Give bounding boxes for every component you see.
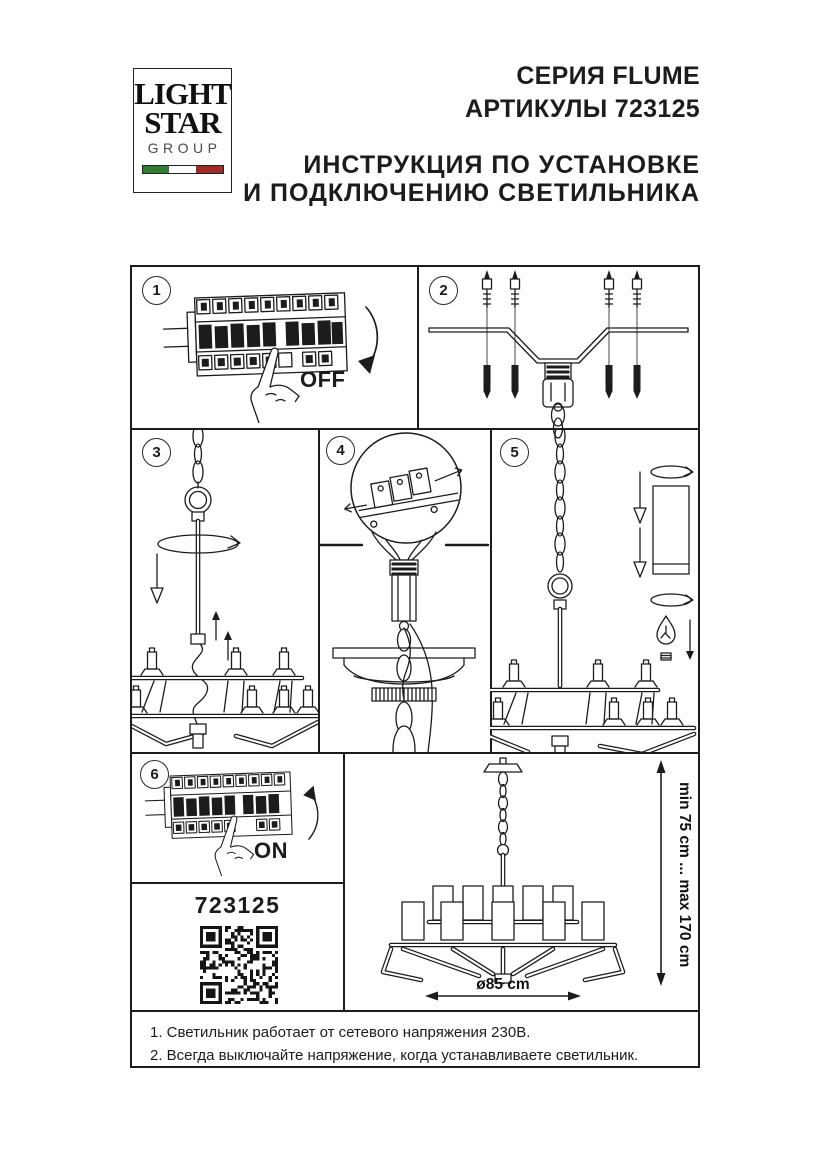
chandelier-frame (132, 648, 318, 748)
logo-word-group: GROUP (147, 140, 222, 156)
upper-sockets (503, 660, 657, 687)
flag-white (169, 166, 196, 173)
chandelier-dimensions-illustration (343, 752, 702, 1010)
step-4-panel (318, 428, 490, 752)
step-5-panel (490, 428, 702, 752)
step-number: 4 (336, 442, 345, 459)
dimensions-panel (343, 752, 702, 1010)
wire (192, 644, 207, 736)
hanging-chain (555, 428, 565, 572)
step-1-panel (132, 267, 417, 428)
series-name: СЕРИЯ FLUME (516, 62, 700, 90)
step-6-panel (132, 752, 343, 882)
step-number: 1 (152, 282, 161, 299)
diameter-label: ø85 cm (476, 976, 530, 993)
off-label: OFF (300, 367, 346, 392)
shade-cylinder (653, 486, 689, 574)
lightstar-logo (133, 68, 232, 193)
note-line-2: 2. Всегда выключайте напряжение, когда устанавливаете светильник. (150, 1046, 639, 1064)
article-qr-panel (132, 882, 343, 1010)
circuit-breaker-off-illustration (162, 283, 402, 423)
step-number: 6 (150, 766, 159, 783)
chandelier-rod-illustration (132, 428, 318, 752)
step-number: 5 (510, 444, 519, 461)
italian-flag-stripe (142, 165, 224, 174)
ceiling-bracket-illustration (417, 267, 702, 428)
step-2-panel (417, 267, 702, 428)
step-number-badge (429, 276, 458, 305)
step-number-badge (142, 276, 171, 305)
threaded-hub-and-chain (543, 363, 573, 438)
mounting-bracket (429, 328, 688, 363)
safety-notes (132, 1012, 702, 1070)
shade-install-detail (634, 466, 694, 660)
qr-code (200, 926, 278, 1004)
article-number: 723125 (194, 892, 281, 918)
step-number: 3 (152, 444, 161, 461)
step-number-badge (500, 438, 529, 467)
note-line-1: 1. Светильник работает от сетевого напряжения 230В. (150, 1024, 531, 1041)
step-number-badge (142, 438, 171, 467)
arrow-up-icon (309, 796, 318, 839)
doc-title-line1: ИНСТРУКЦИЯ ПО УСТАНОВКЕ (303, 151, 700, 179)
step-3-panel (132, 428, 318, 752)
canopy-connection-illustration (318, 428, 490, 752)
doc-title-line2: И ПОДКЛЮЧЕНИЮ СВЕТИЛЬНИКА (243, 179, 700, 207)
article-numbers: АРТИКУЛЫ 723125 (464, 95, 700, 123)
step-number-badge (140, 760, 169, 789)
logo-word-light: LIGHT (134, 76, 231, 111)
step-number: 2 (439, 282, 448, 299)
arrow-up-icon (212, 611, 220, 620)
step-number-badge (326, 436, 355, 465)
arrow-down-icon (366, 307, 377, 361)
height-dimension (657, 760, 694, 986)
candle-bulb-icon (657, 616, 675, 660)
circuit-breaker-on-illustration (144, 764, 336, 876)
logo-word-star: STAR (144, 105, 221, 140)
header (243, 60, 700, 207)
flag-red (196, 166, 223, 173)
chandelier-frame (490, 660, 694, 752)
height-range-label: min 75 cm ... max 170 cm (676, 782, 693, 968)
arrow-up-icon (224, 631, 232, 640)
flag-green (143, 166, 170, 173)
steps-grid (130, 265, 700, 1068)
chandelier-assembly-illustration (490, 428, 702, 752)
hanging-chandelier (383, 758, 623, 983)
diameter-dimension (425, 976, 581, 1001)
on-label: ON (254, 838, 288, 863)
upper-sockets (141, 648, 295, 675)
